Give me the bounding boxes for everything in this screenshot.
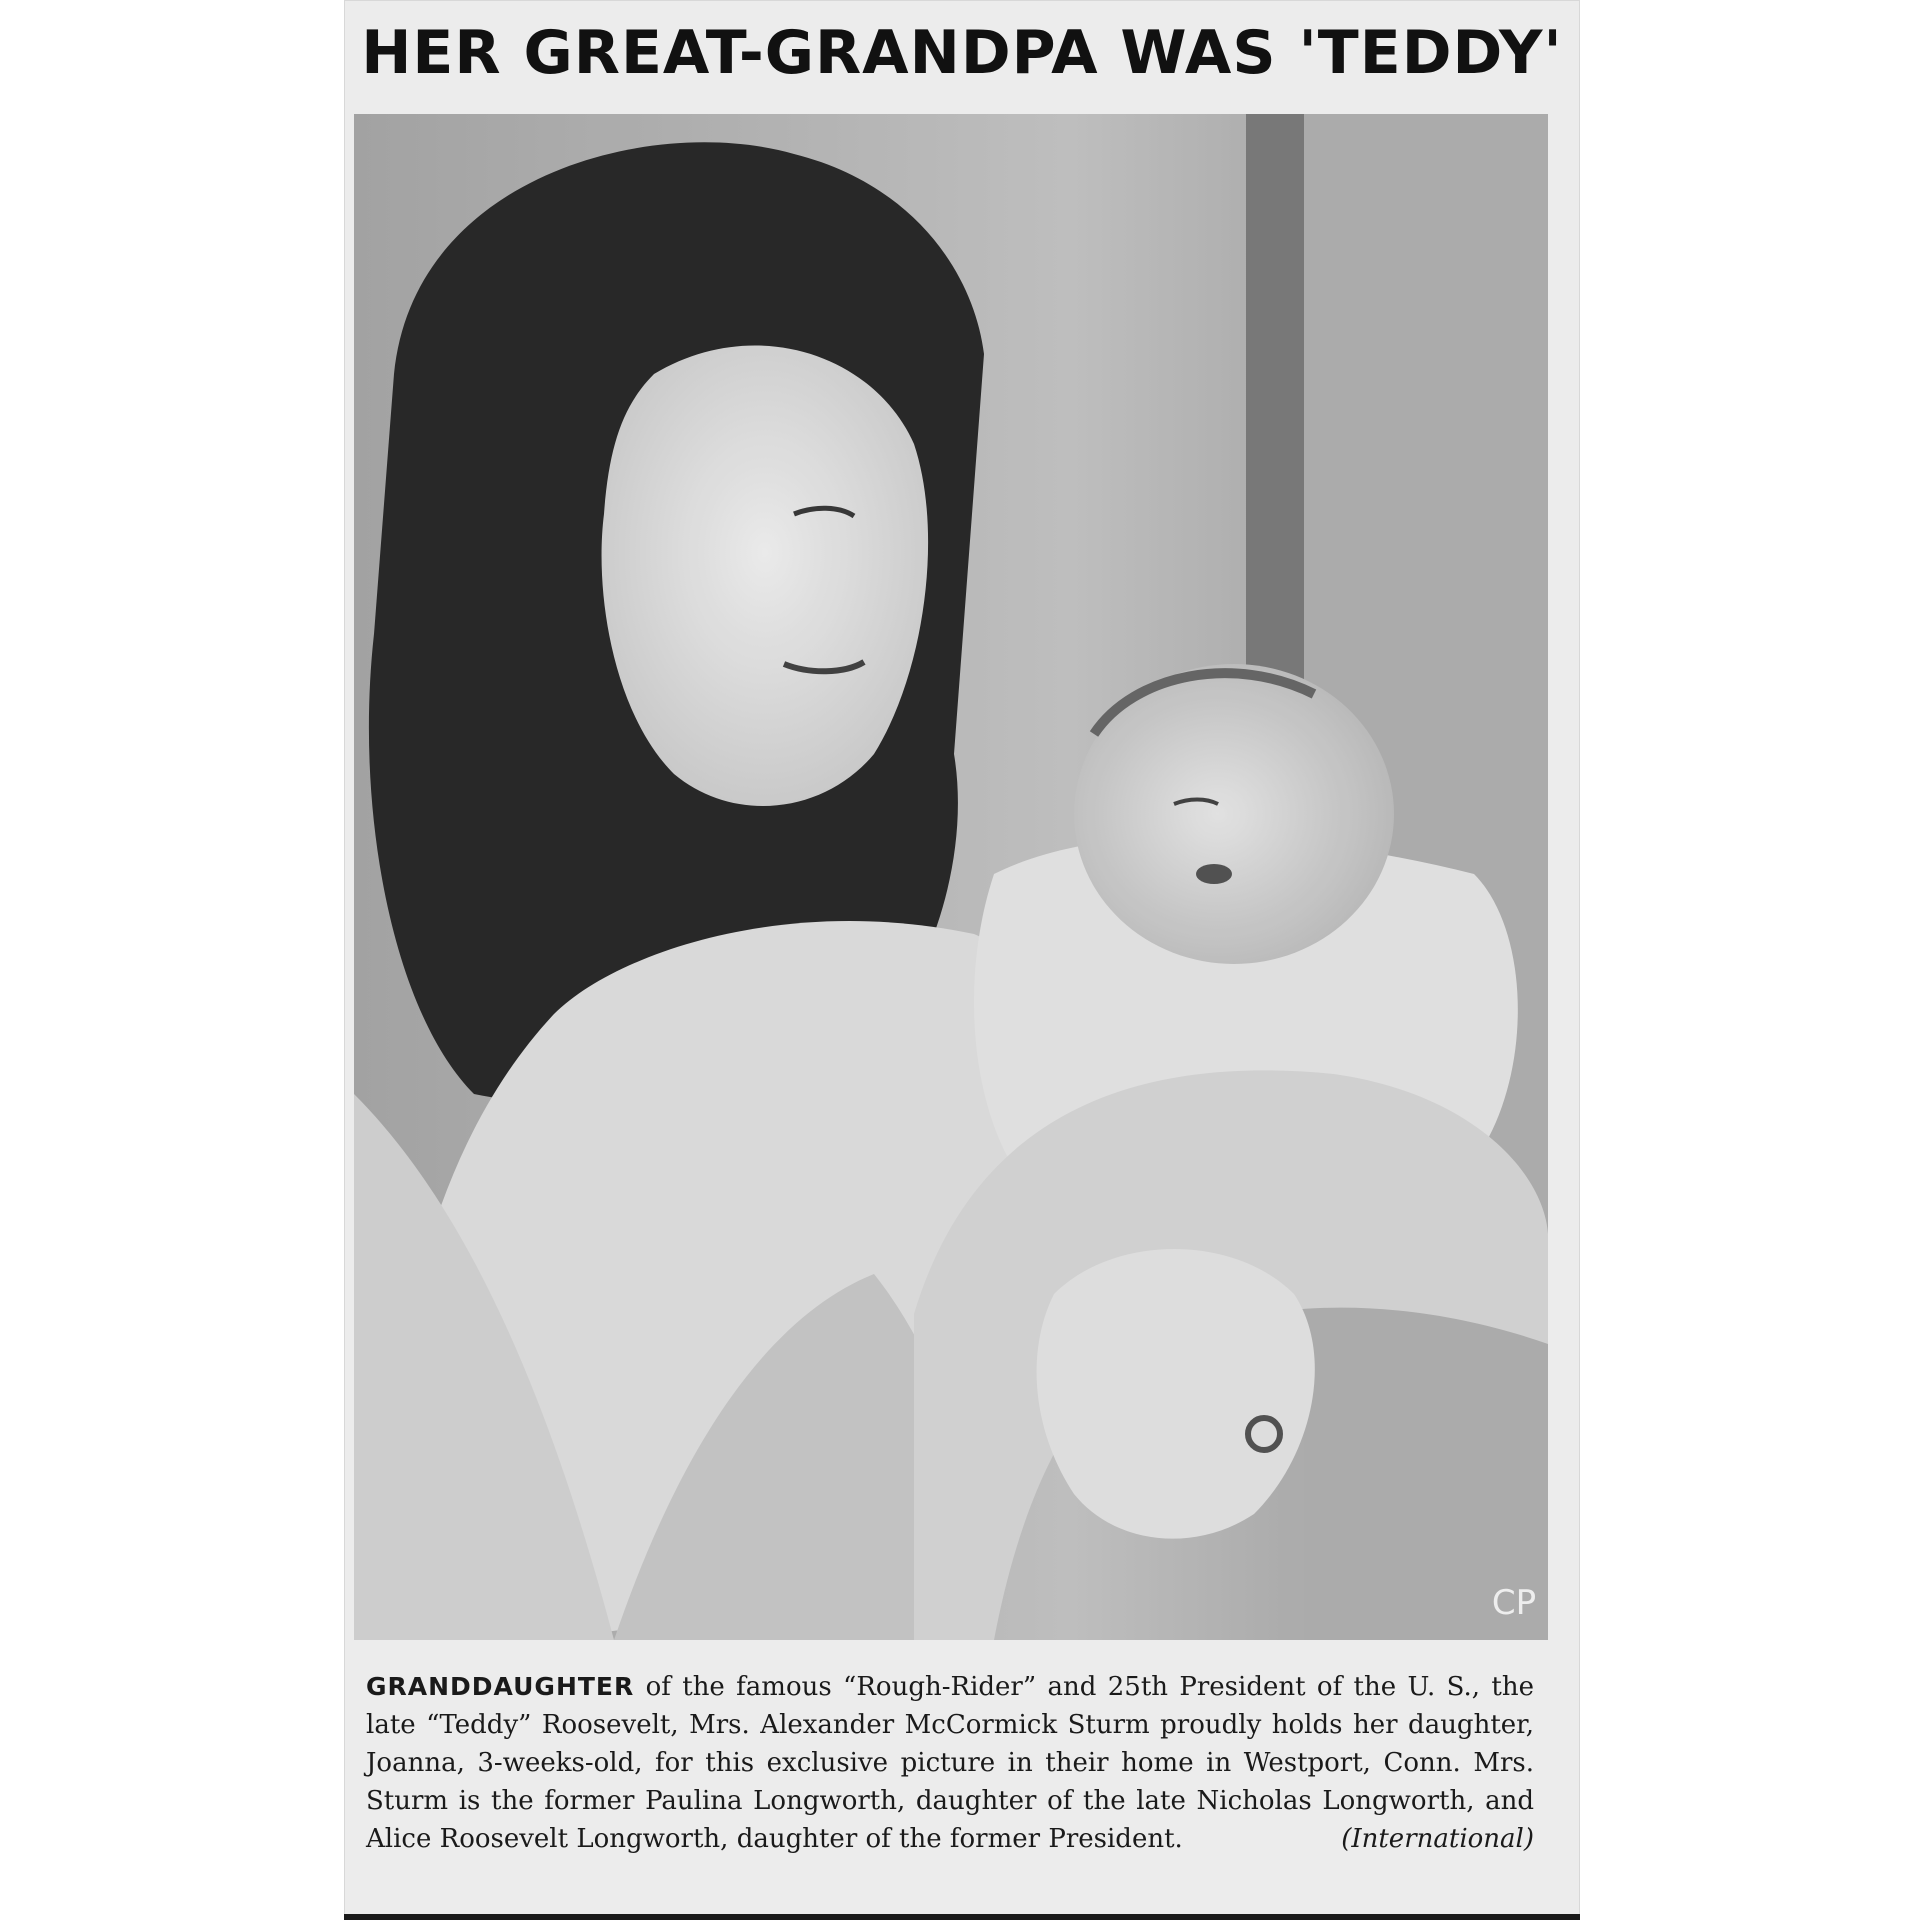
corner-mark: CP [1491, 1583, 1537, 1623]
newspaper-clipping [344, 0, 1580, 1920]
news-photo [354, 114, 1548, 1640]
photo-caption [366, 1668, 1534, 1858]
bottom-rule [344, 1914, 1580, 1920]
headline: HER GREAT-GRANDPA WAS 'TEDDY' [361, 18, 1563, 88]
mother-holding-baby-photo-icon [354, 114, 1548, 1640]
photo-credit: (International) [1341, 1824, 1534, 1854]
caption-lead: GRANDDAUGHTER [366, 1672, 635, 1701]
caption-body: of the famous “Rough-Rider” and 25th President of the U. S., the late “Teddy” Roosevelt, Mrs. Alexander McCormick Sturm proudly holds her daughter, Joanna, 3-weeks-old, for this exclusive picture in their home in Westport, Conn. Mrs. Sturm is the former Paulina Longworth, daughter of the late Nicholas Longworth, and Alice Roosevelt Longworth, daughter of the former President. [366, 1672, 1534, 1854]
